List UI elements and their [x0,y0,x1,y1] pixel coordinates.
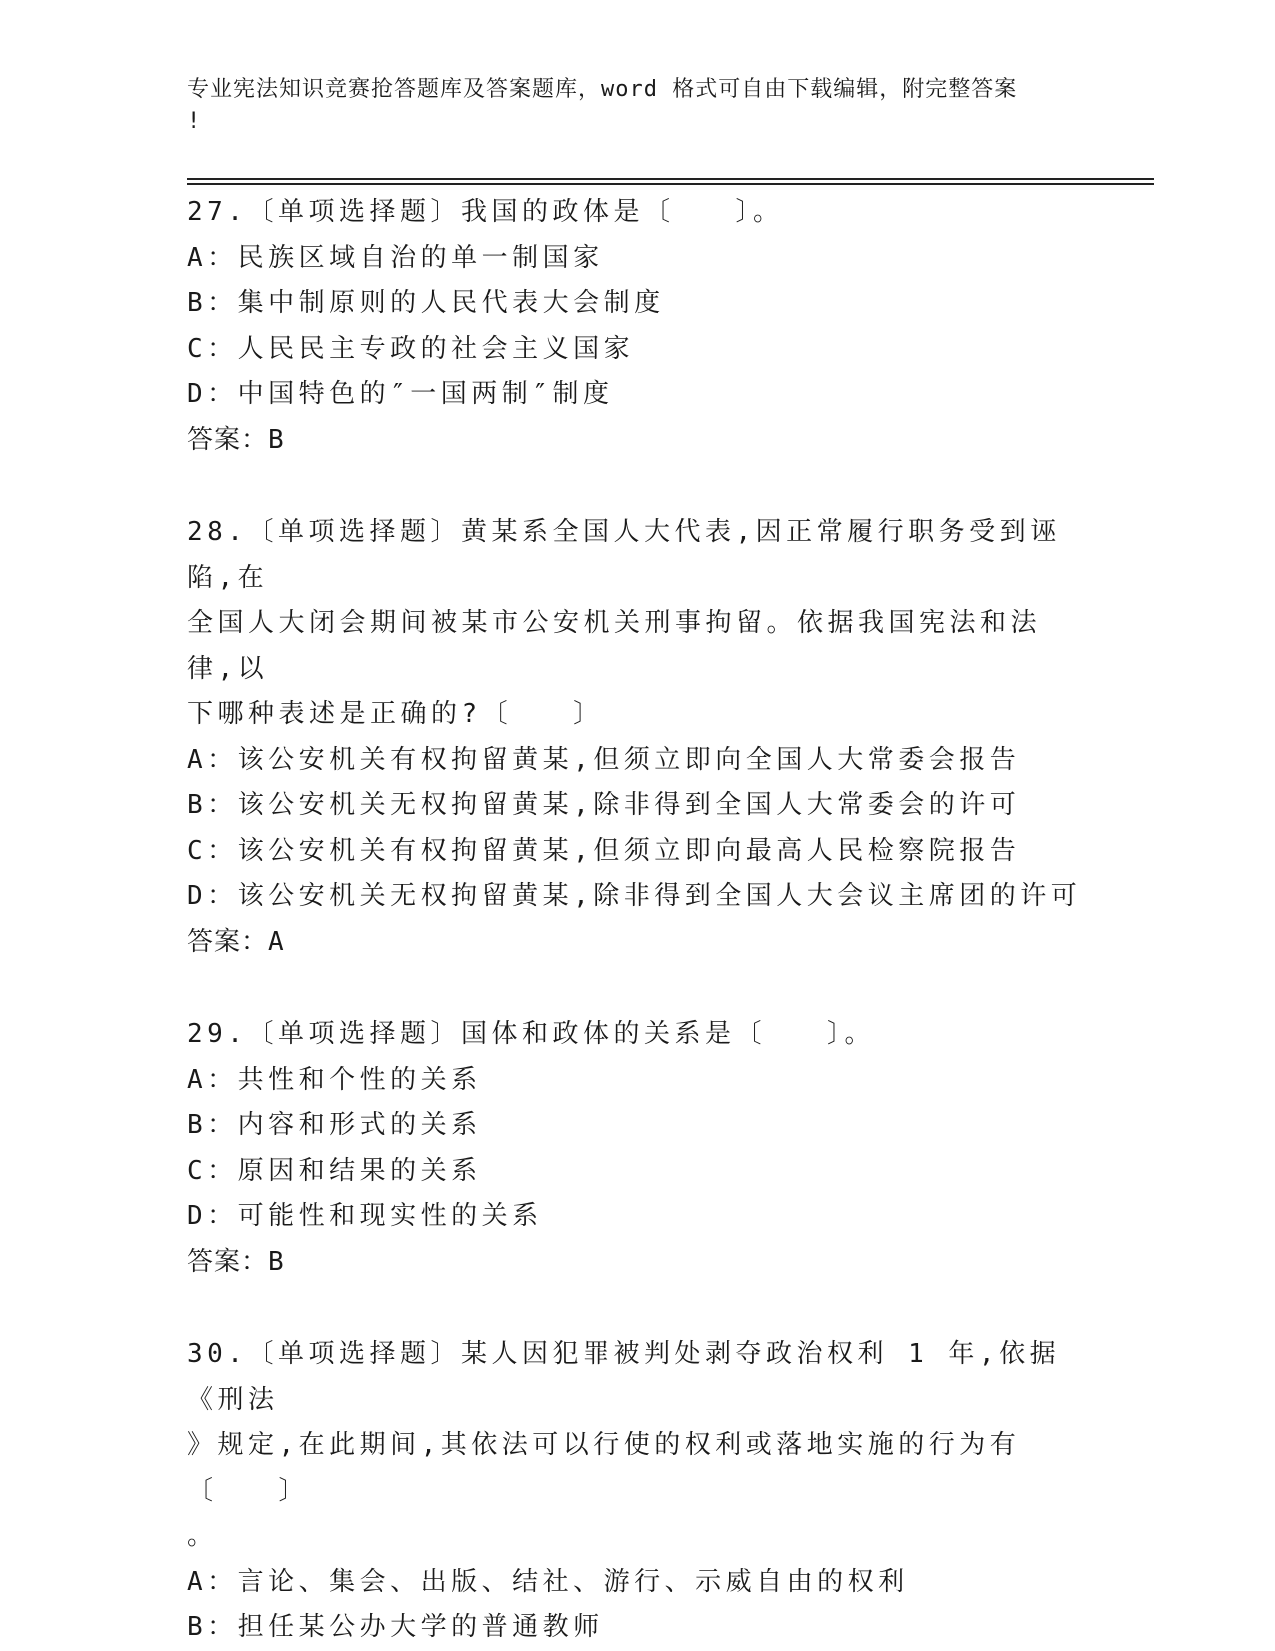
answer: 答案：B [187,1246,285,1277]
option-d: D：可能性和现实性的关系 [187,1201,543,1231]
option-b: B：担任某公办大学的普通教师 [187,1612,604,1642]
option-c: C：原因和结果的关系 [187,1155,482,1186]
option-d: D：该公安机关无权拘留黄某,除非得到全国人大会议主席团的许可 [187,881,1082,911]
question-stem: 28.〔单项选择题〕黄某系全国人大代表,因正常履行职务受到诬陷,在 [187,517,1061,593]
question-27 [187,190,1087,463]
option-a: A：共性和个性的关系 [187,1064,482,1095]
option-b: B：内容和形式的关系 [187,1110,482,1140]
question-stem: 》规定,在此期间,其依法可以行使的权利或落地实施的行为有〔 〕 [187,1430,1021,1506]
option-a: A：言论、集会、出版、结社、游行、示威自由的权利 [187,1566,909,1597]
question-30 [187,1332,1087,1651]
option-b: B：集中制原则的人民代表大会制度 [187,288,665,318]
document-header [187,74,1067,138]
option-c: C：该公安机关有权拘留黄某,但须立即向最高人民检察院报告 [187,835,1021,866]
option-a: A：该公安机关有权拘留黄某,但须立即向全国人大常委会报告 [187,744,1021,775]
header-line-1: 专业宪法知识竞赛抢答题库及答案题库，word 格式可自由下载编辑，附完整答案 [187,77,1018,102]
option-d: D：中国特色的″一国两制″制度 [187,379,614,409]
option-a: A：民族区域自治的单一制国家 [187,242,604,273]
header-divider-bottom [187,183,1154,185]
question-stem: 27.〔单项选择题〕我国的政体是〔 〕。 [187,197,784,227]
question-list [187,190,1087,1651]
header-line-2: ! [187,109,202,134]
option-b: B：该公安机关无权拘留黄某,除非得到全国人大常委会的许可 [187,790,1021,820]
answer: 答案：B [187,424,285,455]
question-stem: 30.〔单项选择题〕某人因犯罪被判处剥夺政治权利 1 年,依据《刑法 [187,1339,1061,1415]
question-stem: 全国人大闭会期间被某市公安机关刑事拘留。依据我国宪法和法律,以 [187,608,1042,684]
header-divider-top [187,178,1154,180]
question-stem: 下哪种表述是正确的?〔 〕 [187,699,604,729]
question-stem: 29.〔单项选择题〕国体和政体的关系是〔 〕。 [187,1019,875,1049]
question-28 [187,510,1087,965]
question-29 [187,1012,1087,1285]
option-c: C：人民民主专政的社会主义国家 [187,333,635,364]
question-stem: 。 [187,1521,218,1551]
answer: 答案：A [187,926,285,957]
